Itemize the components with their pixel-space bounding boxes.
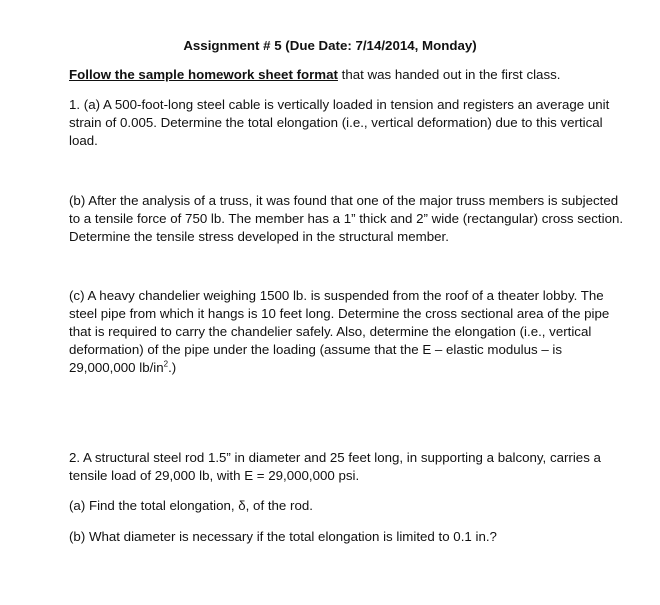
problem-1b: (b) After the analysis of a truss, it was found that one of the major truss members is subjected to a tensile force of 750 lb. The member has a 1” thick and 2” wide (rectangular) cross section. Determine the tensile stress developed in the structural member. [69,193,624,244]
problem-2a: (a) Find the total elongation, δ, of the rod. [69,498,313,513]
assignment-title: Assignment # 5 (Due Date: 7/14/2014, Monday) [183,38,477,53]
problem-2b: (b) What diameter is necessary if the total elongation is limited to 0.1 in.? [69,529,497,544]
instruction-rest: that was handed out in the first class. [337,67,561,82]
instruction-line [69,66,625,84]
instruction-emphasis: Follow the sample homework sheet format [69,67,338,82]
problem-2-intro: 2. A structural steel rod 1.5” in diameter and 25 feet long, in supporting a balcony, carries a tensile load of 29,000 lb, with E = 29,000,000 psi. [69,450,601,483]
problem-1c-superscript: 2 [163,359,169,369]
problem-1a: 1. (a) A 500-foot-long steel cable is vertically loaded in tension and registers an average unit strain of 0.005. Determine the total elongation (i.e., vertical deformation) due to this vertical load. [69,97,610,148]
problem-1c-text: (c) A heavy chandelier weighing 1500 lb. is suspended from the roof of a theater lobby. The steel pipe from which it hangs is 10 feet long. Determine the cross sectional area of the pipe that is required to carry the chandelier safely. Also, determine the elongation (i.e., vertical deformation) of the pipe under the loading (assume that the E – elastic modulus – is 29,000,000 lb/in [69,288,610,375]
problem-1c-end: .) [168,360,177,375]
problem-1c [69,287,625,377]
